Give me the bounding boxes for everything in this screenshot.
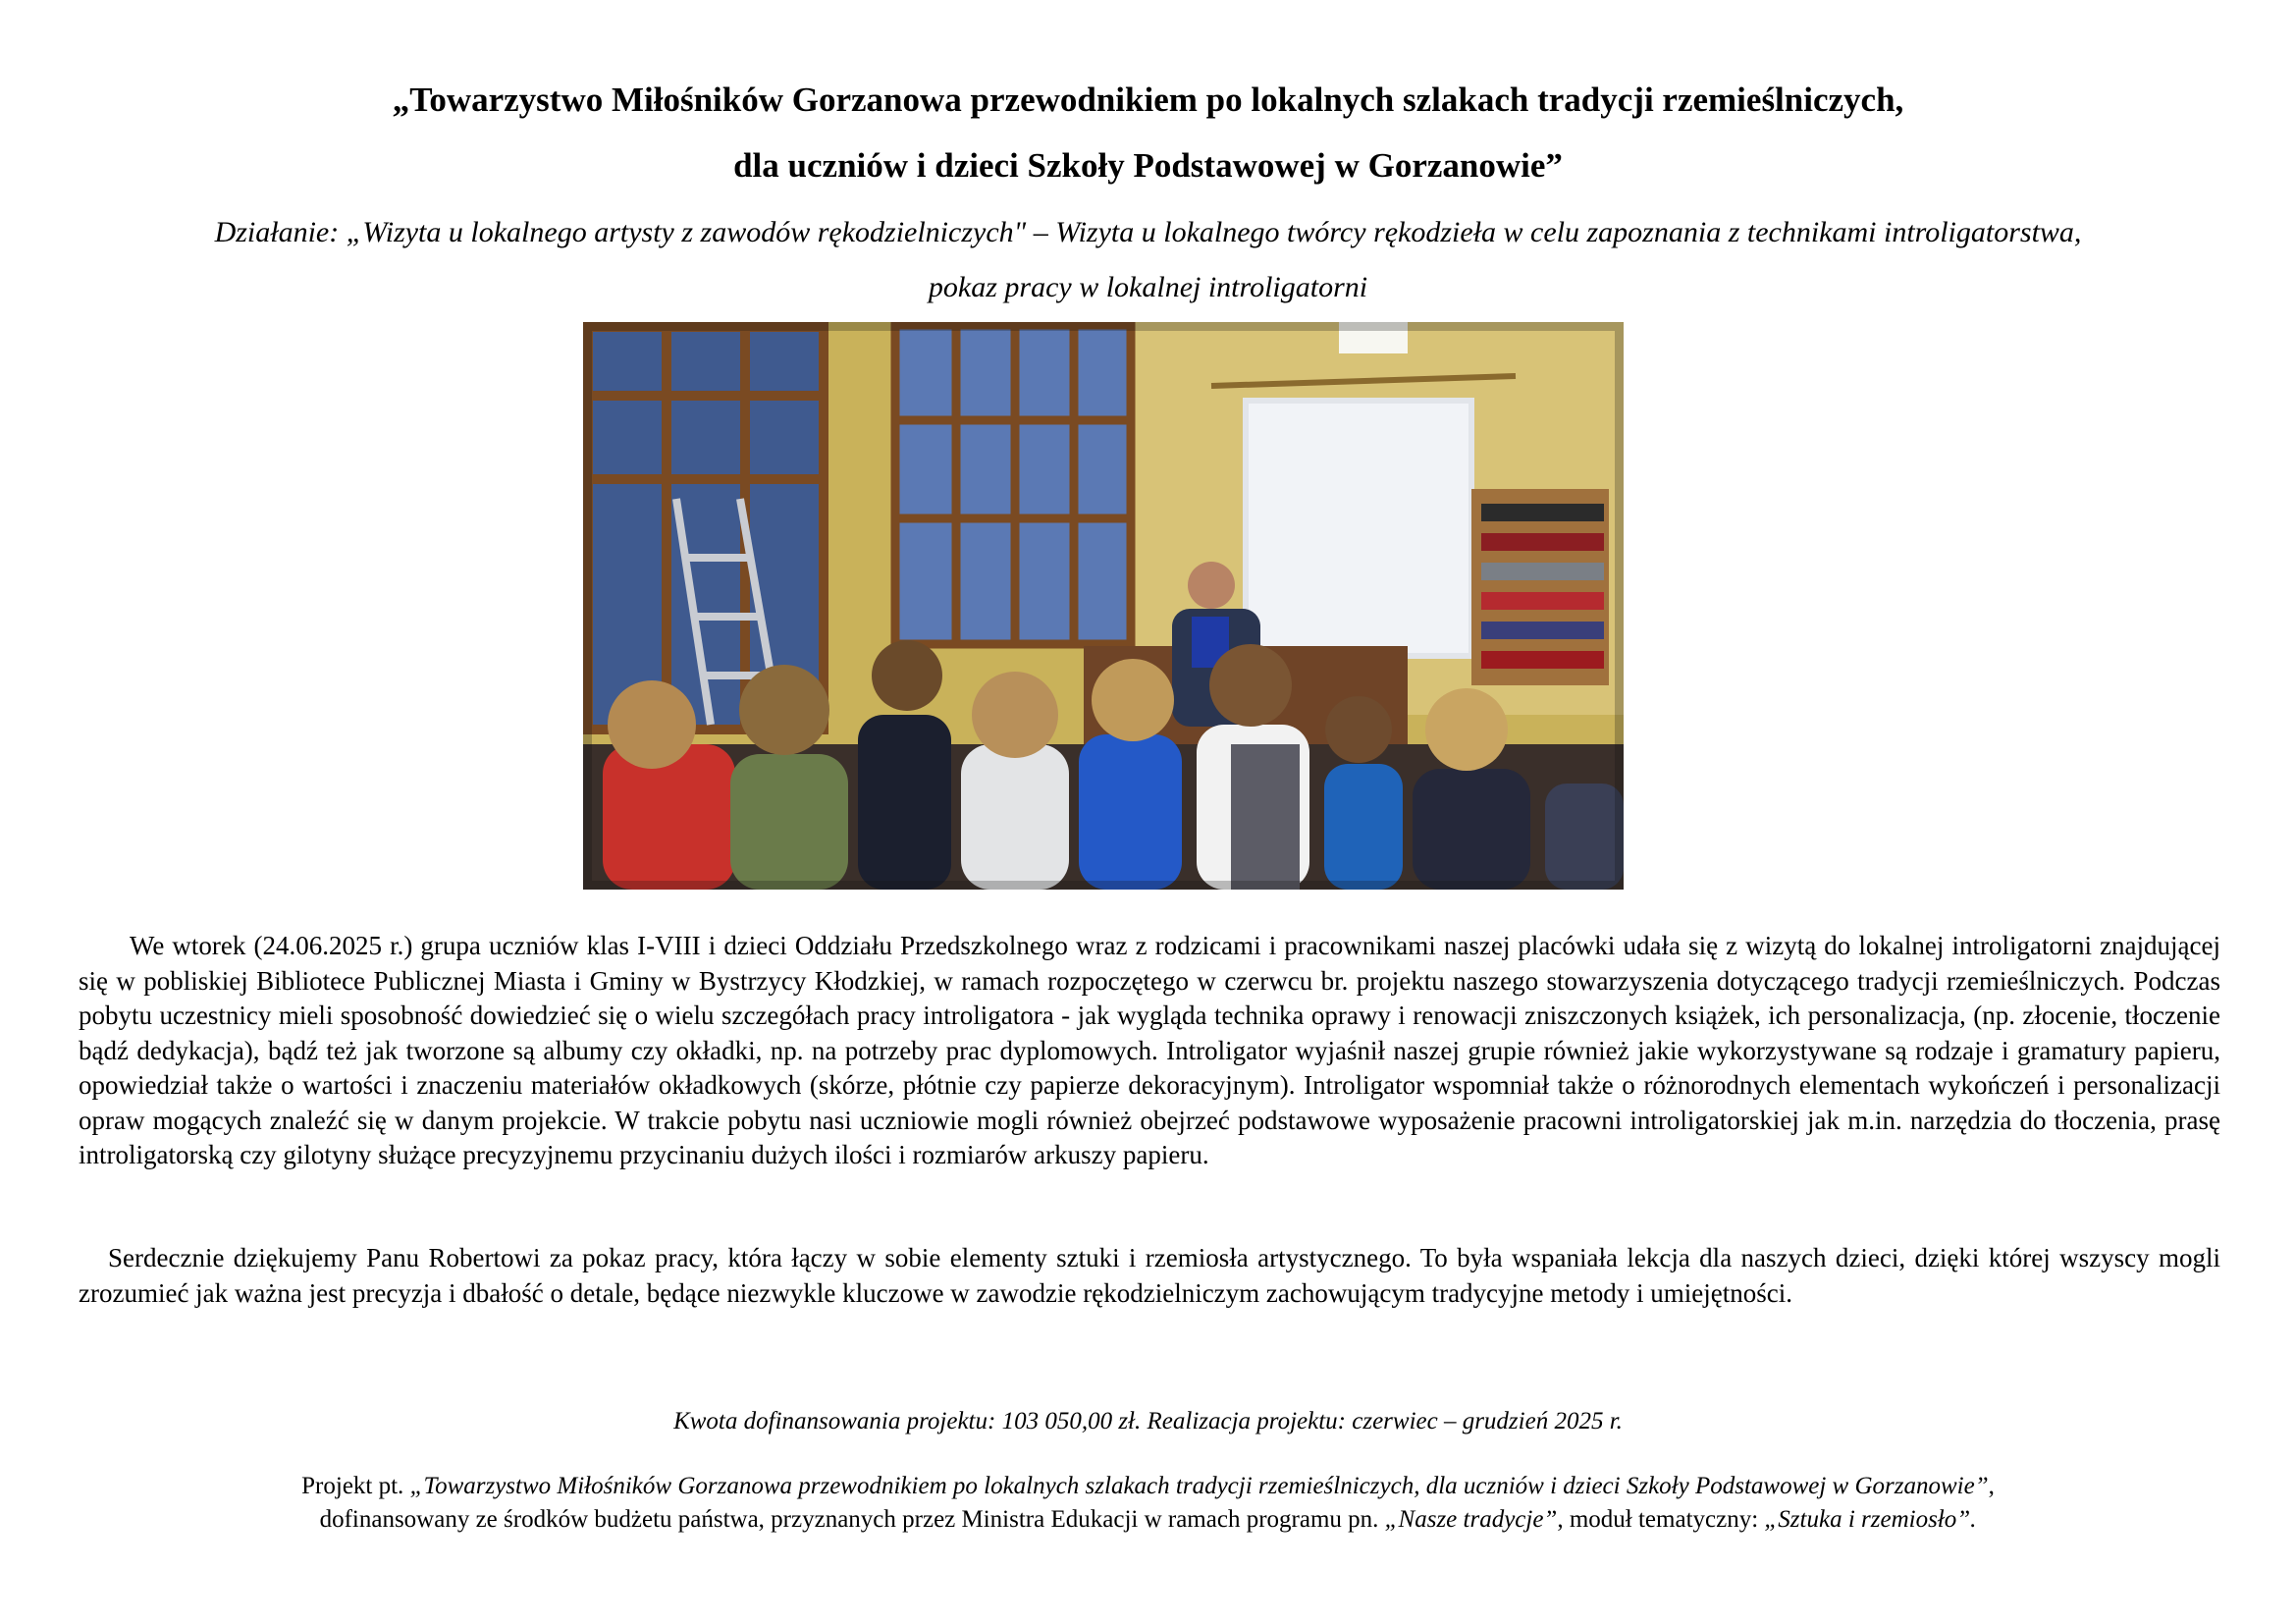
footer-comma: , — [1988, 1473, 1995, 1499]
photo-bookbinding-workshop-visit-icon — [583, 322, 1624, 890]
subtitle-line-1: Działanie: „Wizyta u lokalnego artysty z zawodów rękodzielniczych" – Wizyta u lokalnego twórcy rękodzieła w celu zapoznania z technikami introligatorstwa, — [214, 216, 2082, 248]
title-line-1: „Towarzystwo Miłośników Gorzanowa przewodnikiem po lokalnych szlakach tradycji rzemieślniczych, — [392, 81, 1904, 119]
workshop-photo — [583, 322, 1624, 890]
footer-line-1 — [0, 1470, 2296, 1503]
footer-funding-source: dofinansowany ze środków budżetu państwa, przyznanych przez Ministra Edukacji w ramach programu pn. — [319, 1506, 1385, 1533]
footer-module-label: , moduł tematyczny: — [1557, 1506, 1765, 1533]
body-paragraph-2: Serdecznie dziękujemy Panu Robertowi za pokaz pracy, która łączy w sobie elementy sztuki i rzemiosła artystycznego. To była wspaniała lekcja dla naszych dzieci, dzięki której wszyscy mogli zrozumieć jak ważna jest precyzja i dbałość o detale, będące niezwykle kluczowe w zawodzie rękodzielniczym zachowującym tradycyjne metody i umiejętności. — [79, 1243, 2220, 1308]
footer-line-2 — [0, 1503, 2296, 1537]
body-paragraph-1: We wtorek (24.06.2025 r.) grupa uczniów klas I-VIII i dzieci Oddziału Przedszkolnego wraz z rodzicami i pracownikami naszej placówki udała się z wizytą do lokalnej introligatorni znajdującej się w pobliskiej Bibliotece Publicznej Miasta i Gminy w Bystrzycy Kłodzkiej, w ramach rozpoczętego w czerwcu br. projektu naszego stowarzyszenia dotyczącego tradycji rzemieślniczych. Podczas pobytu uczestnicy mieli sposobność dowiedzieć się o wielu szczegółach pracy introligatora - jak wygląda technika oprawy i renowacji zniszczonych książek, ich personalizacja, (np. złocenie, tłoczenie bądź dedykacja), bądź też jak tworzone są albumy czy okładki, np. na potrzeby prac dyplomowych. Introligator wyjaśnił naszej grupie również jakie wykorzystywane są rodzaje i gramatury papieru, opowiedział także o wartości i znaczeniu materiałów okładkowych (skórze, płótnie czy papierze dekoracyjnym). Introligator wspomniał także o różnorodnych elementach wykończeń i personalizacji opraw mogących znaleźć się w danym projekcie. W trakcie pobytu nasi uczniowie mogli również obejrzeć podstawowe wyposażenie pracowni introligatorskiej jak m.in. narzędzia do tłoczenia, prasę introligatorską czy gilotyny służące precyzyjnemu przycinaniu dużych ilości i rozmiarów arkuszy papieru. — [79, 931, 2220, 1169]
subtitle-line-2: pokaz pracy w lokalnej introligatorni — [928, 271, 1368, 303]
footer-project-title: „Towarzystwo Miłośników Gorzanowa przewodnikiem po lokalnych szlakach tradycji rzemieślniczych, dla uczniów i dzieci Szkoły Podstawowej w Gorzanowie” — [409, 1473, 1989, 1499]
title-line-2: dla uczniów i dzieci Szkoły Podstawowej w Gorzanowie” — [733, 146, 1563, 185]
funding-info: Kwota dofinansowania projektu: 103 050,00 zł. Realizacja projektu: czerwiec – grudzień 2025 r. — [673, 1408, 1623, 1434]
footer-prefix: Projekt pt. — [301, 1473, 410, 1499]
footer-program-name: „Nasze tradycje” — [1384, 1506, 1558, 1533]
footer-module-name: „Sztuka i rzemiosło”. — [1764, 1506, 1977, 1533]
